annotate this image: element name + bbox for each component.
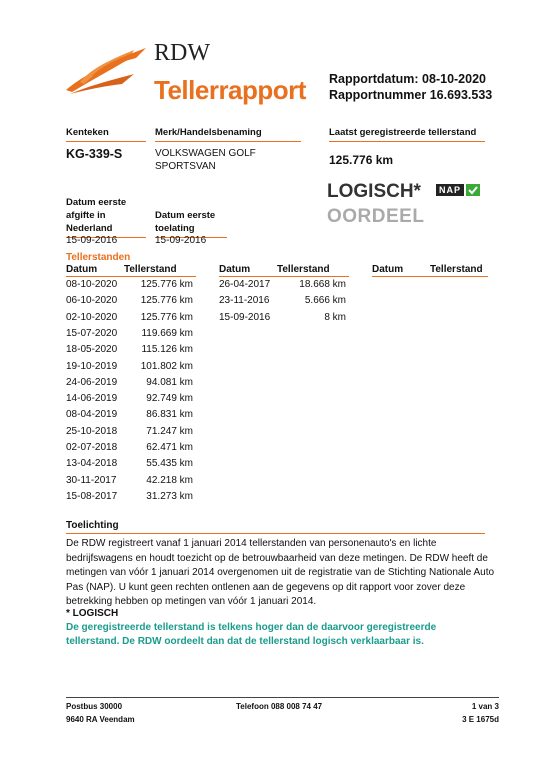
- reading-value: 18.668 km: [299, 279, 346, 290]
- reading-date: 08-04-2019: [66, 409, 118, 421]
- first-nl-label-1: Datum eerste: [66, 197, 127, 208]
- reading-date: 18-05-2020: [66, 344, 118, 356]
- reading-row: [66, 312, 206, 325]
- check-icon: [466, 184, 480, 196]
- reading-value: 62.471 km: [146, 442, 193, 453]
- col1-value-header: Tellerstand: [124, 264, 196, 277]
- explanation-line: metingen van vóór 1 januari 2014 overgenomen uit de registratie van de Stichting Nationale Auto: [66, 567, 495, 578]
- page-title: Tellerrapport: [154, 75, 306, 105]
- first-nl-label: [66, 196, 146, 238]
- first-adm-label: [155, 209, 227, 238]
- note-title: * LOGISCH: [66, 608, 119, 619]
- reading-value: 71.247 km: [146, 425, 193, 437]
- reading-value: 125.776 km: [140, 279, 193, 290]
- reading-row: [66, 458, 206, 471]
- first-nl-label-2: afgifte in: [66, 210, 106, 221]
- explanation-line: bedrijfswagens en houdt toezicht op de betrouwbaarheid van deze metingen. De RDW heeft de: [66, 552, 488, 564]
- reading-date: 15-08-2017: [66, 490, 118, 502]
- reading-value: 42.218 km: [146, 474, 193, 486]
- reading-value: 94.081 km: [146, 376, 193, 388]
- reading-value: 125.776 km: [140, 295, 193, 307]
- reading-value: 55.435 km: [146, 458, 193, 470]
- reading-row: [66, 393, 206, 406]
- reading-value: 86.831 km: [146, 409, 193, 421]
- reading-value: 125.776 km: [140, 311, 193, 323]
- reading-date: 15-07-2020: [66, 327, 118, 339]
- reading-row: [66, 361, 206, 374]
- reading-row: [219, 295, 359, 308]
- explanation-line: De RDW registreert vanaf 1 januari 2014 tellerstanden van personenauto's en lichte: [66, 538, 437, 549]
- reading-row: [66, 426, 206, 439]
- explanation-title: Toelichting: [66, 520, 485, 534]
- rdw-logo-icon: [62, 46, 152, 96]
- reading-row: [219, 279, 359, 292]
- reading-date: 24-06-2019: [66, 376, 118, 388]
- reading-date: 30-11-2017: [66, 474, 117, 486]
- readings-title: Tellerstanden: [66, 252, 131, 263]
- report-number: Rapportnummer 16.693.533: [329, 88, 493, 102]
- plate-label: Kenteken: [66, 127, 146, 142]
- reading-value: 115.126 km: [141, 344, 193, 356]
- reading-date: 13-04-2018: [66, 458, 118, 470]
- col2-value-header: Tellerstand: [277, 264, 349, 277]
- reading-date: 02-07-2018: [66, 442, 118, 453]
- reading-date: 19-10-2019: [66, 360, 118, 372]
- reading-row: [66, 409, 206, 422]
- col3-value-header: Tellerstand: [430, 264, 488, 277]
- footer-rule: [66, 697, 499, 698]
- last-reading-value: 125.776 km: [329, 153, 394, 167]
- reading-value: 92.749 km: [146, 393, 193, 405]
- last-reading-label: Laatst geregistreerde tellerstand: [329, 127, 485, 142]
- reading-date: 06-10-2020: [66, 295, 118, 307]
- note-line: tellerstand. De RDW oordeelt dan dat de tellerstand logisch verklaarbaar is.: [66, 636, 424, 647]
- first-adm-label-1: Datum eerste: [155, 210, 216, 221]
- reading-value: 31.273 km: [146, 490, 193, 502]
- reading-row: [66, 279, 206, 292]
- brand-value-line2: SPORTSVAN: [155, 161, 216, 172]
- reading-date: 25-10-2018: [66, 425, 118, 437]
- reading-date: 02-10-2020: [66, 311, 118, 323]
- readings-col1: [66, 279, 206, 509]
- first-adm-value: 15-09-2016: [155, 235, 207, 246]
- note-line: De geregistreerde tellerstand is telkens hoger dan de daarvoor geregistreerde: [66, 622, 437, 633]
- note-body: [66, 621, 436, 649]
- footer-address-2: 9640 RA Veendam: [66, 715, 135, 724]
- reading-row: [66, 377, 206, 390]
- explanation-body: [66, 537, 496, 610]
- explanation-line: Pas (NAP). U kunt geen rechten ontlenen aan de gegevens op dit rapport voor zover deze: [66, 581, 466, 593]
- footer-page: 1 van 3: [471, 702, 499, 711]
- explanation-line: betrekking hebben op metingen van vóór 1 januari 2014.: [66, 596, 317, 607]
- col3-date-header: Datum: [372, 264, 430, 277]
- footer-code: 3 E 1675d: [462, 715, 499, 724]
- verdict-sub: OORDEEL: [327, 206, 425, 227]
- reading-row: [66, 442, 206, 455]
- brand-label: Merk/Handelsbenaming: [155, 127, 301, 142]
- first-nl-value: 15-09-2016: [66, 235, 118, 246]
- reading-date: 26-04-2017: [219, 279, 271, 290]
- nap-logo-text: NAP: [436, 184, 464, 196]
- reading-date: 08-10-2020: [66, 279, 118, 290]
- reading-row: [66, 328, 206, 341]
- reading-date: 14-06-2019: [66, 393, 118, 405]
- reading-row: [66, 475, 206, 488]
- reading-value: 101.802 km: [140, 360, 193, 372]
- reading-value: 5.666 km: [304, 295, 346, 307]
- reading-row: [66, 344, 206, 357]
- reading-row: [219, 312, 359, 325]
- report-date: Rapportdatum: 08-10-2020: [329, 72, 486, 86]
- first-nl-label-3: Nederland: [66, 222, 146, 238]
- reading-value: 8 km: [324, 311, 346, 323]
- col1-date-header: Datum: [66, 264, 124, 277]
- reading-date: 15-09-2016: [219, 311, 271, 323]
- readings-col2: [219, 279, 359, 339]
- footer-address-1: Postbus 30000: [66, 702, 123, 711]
- nap-logo-icon: [436, 183, 480, 197]
- reading-row: [66, 295, 206, 308]
- first-adm-label-2: toelating: [155, 222, 227, 238]
- reading-value: 119.669 km: [141, 327, 193, 339]
- brand-value-line1: VOLKSWAGEN GOLF: [155, 148, 256, 159]
- verdict-main: LOGISCH*: [327, 181, 421, 202]
- org-name: RDW: [154, 40, 210, 66]
- plate-value: KG-339-S: [66, 147, 123, 161]
- reading-date: 23-11-2016: [219, 295, 270, 307]
- col2-date-header: Datum: [219, 264, 277, 277]
- footer-phone: Telefoon 088 008 74 47: [236, 702, 323, 711]
- reading-row: [66, 491, 206, 504]
